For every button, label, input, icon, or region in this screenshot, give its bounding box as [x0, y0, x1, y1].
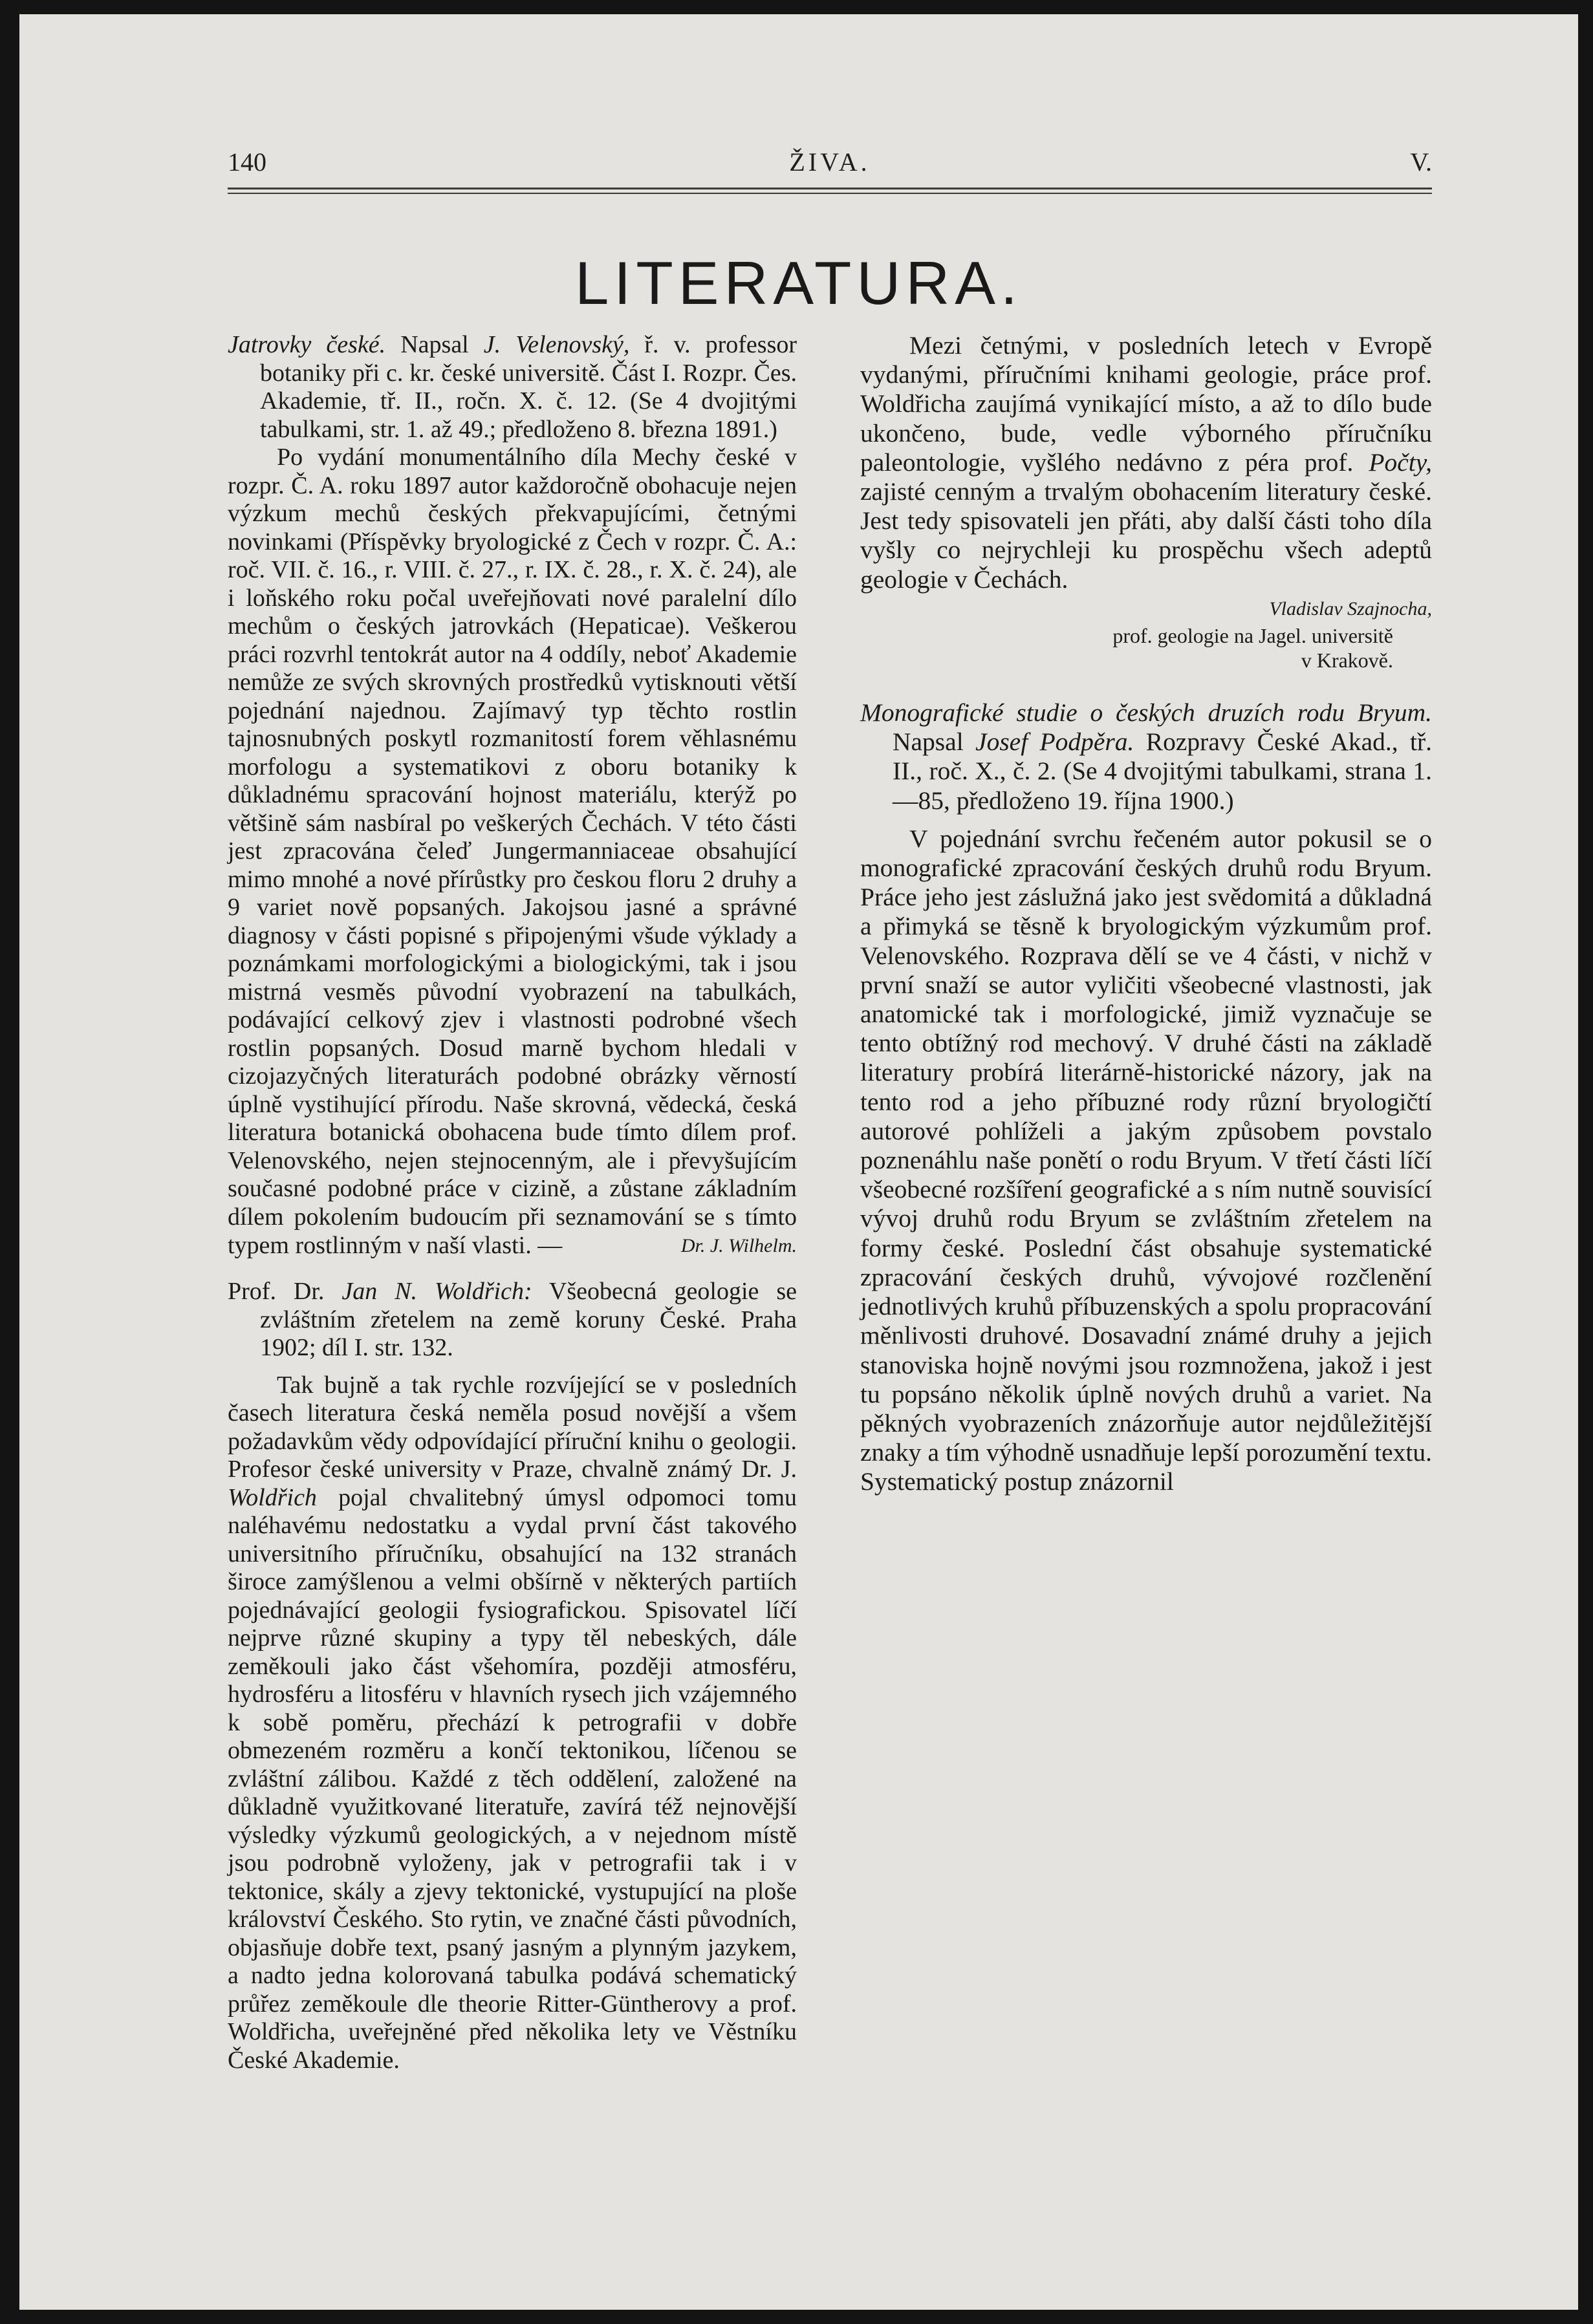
left-column: [228, 331, 797, 2074]
reviewer-affiliation: prof. geologie na Jagel. universitě: [1112, 624, 1393, 648]
review-body: Mezi četnými, v posledních letech v Evropě vydanými, příručními knihami geologie, práce prof. Woldřicha zaujímá vynikající místo, a až to dílo bude ukončeno, bude, vedle výborného příručníku paleontologie, vyšlého nedávno z péra prof. Počty, zajisté cenným a trvalým obohacením literatury české. Jest tedy spisovateli jen přáti, aby další části toho díla vyšly co nejrychleji ku prospěchu všech adeptů geologie v Čechách.: [860, 331, 1432, 594]
journal-page: [19, 14, 1578, 2310]
reviewer-signature: Dr. J. Wilhelm.: [680, 1234, 797, 1256]
author-name: J. Velenovský,: [483, 331, 630, 358]
author-name: Jan N. Woldřich:: [341, 1278, 532, 1306]
page-number: 140: [228, 147, 266, 177]
review-body: Po vydání monumentálního díla Mechy české v rozpr. Č. A. roku 1897 autor každoročně obohacuje nejen výzkum mechů českých překvapujícími, četnými novinkami (Příspěvky bryologické z Čech v rozpr. Č. A.: roč. VII. č. 16., r. VIII. č. 27., r. IX. č. 28., r. X. č. 24), ale i loňského roku počal uveřejňovati nové paralelní dílo mechům o českých jatrovkách (Hepaticae). Veškerou práci rozvrhl tentokrát autor na 4 oddíly, neboť Akademie nemůže ze svých skrovných prostředků vytisknouti větší pojednání najednou. Zajímavý typ těchto rostlin tajnosnubných poskytl rozmanitostí forem věhlasnému morfologu a systematikovi z oboru botaniky k důkladnému spracování hojnost materiálu, kterýž po většině sám nasbíral po veškerých Čechách. V této části jest zpracována čeleď Jungermanniaceae obsahující mimo mnohé a nové přírůstky pro českou floru 2 druhy a 9 variet nově popsaných. Jakojsou jasné a správné diagnosy v části popisné s připojenými všude výklady a poznámkami morfologickými a biologickými, tak i jsou mistrná vesměs původní vyobrazení na tabulkách, podávající celkový zjev i vlastnosti podrobné všech rostlin popsaných. Dosud marně bychom hledali v cizojazyčných literaturách podobné obrázky věrností úplně vystihující přírodu. Naše skrovná, vědecká, česká literatura botanická obohacena bude tímto dílem prof. Velenovského, nejen stejnocenným, ale i převyšujícím současné podobné práce v cizině, a zůstane základním dílem pokolením budoucím při seznamování se s tímto typem rostlinným v naší vlasti. — Dr. J. Wilhelm.: [228, 444, 797, 1259]
review-citation: Jatrovky české. Napsal J. Velenovský, ř. v. professor botaniky při c. kr. české universitě. Část I. Rozpr. Čes. Akademie, tř. II., ročn. X. č. 12. (Se 4 dvojitými tabulkami, str. 1. až 49.; předloženo 8. března 1891.): [228, 331, 797, 443]
running-header: [228, 147, 1432, 186]
journal-title: ŽIVA.: [789, 147, 871, 177]
volume-number: V.: [1410, 147, 1432, 177]
review-citation: Prof. Dr. Jan N. Woldřich: Všeobecná geologie se zvláštním zřetelem na země koruny České. Praha 1902; díl I. str. 132.: [228, 1278, 797, 1362]
right-column: [860, 331, 1432, 1497]
book-title: Monografické studie o českých druzích rodu Bryum.: [860, 698, 1432, 727]
review-body: Tak bujně a tak rychle rozvíjející se v posledních časech literatura česká neměla posud novější a všem požadavkům vědy odpovídající příruční knihu o geologii. Profesor české university v Praze, chvalně známý Dr. J. Woldřich pojal chvalitebný úmysl odpomoci tomu naléhavému nedostatku a vydal první část takového universitního příručníku, obsahující na 132 stranách široce zamýšlenou a velmi obšírně v některých partiích pojednávající geologii fysiografickou. Spisovatel líčí nejprve různé skupiny a typy těl nebeských, dále zeměkouli jako část všehomíra, později atmosféru, hydrosféru a litosféru v hlavních rysech jich vzájemného k sobě poměru, přechází k petrografii v dobře obmezeném rozměru a končí tektonikou, líčenou se zvláštní zálibou. Každé z těch oddělení, založené na důkladně využitkované literatuře, zavírá též nejnovější výsledky výzkumů geologických, a v nejednom místě jsou podrobně vyloženy, jak v petrografii tak i v tektonice, skály a zjevy tektonické, vystupující na ploše království Českého. Sto rytin, ve značné části původních, objasňuje dobře text, psaný jasným a plynným jazykem, a nadto jedna kolorovaná tabulka podává schematický průřez zeměkoule dle theorie Ritter-Güntherovy a prof. Woldřicha, uveřejněné před několika lety ve Věstníku České Akademie.: [228, 1371, 797, 2074]
review-body: V pojednání svrchu řečeném autor pokusil se o monografické zpracování českých druhů rodu Bryum. Práce jeho jest záslužná jako jest svědomitá a důkladná a přimyká se těsně k bryologickým výzkumům prof. Velenovského. Rozprava dělí se ve 4 části, v nichž v první snaží se autor vyličiti všeobecné vlastnosti, jak anatomické tak i morfologické, jimiž vyznačuje se tento obtížný rod mechový. V druhé části na základě literatury probírá literárně-historické názory, jak na tento rod a jeho příbuzné rody různí bryologičtí autorové pohlíželi a jakým způsobem povstalo poznenáhlu naše ponětí o rodu Bryum. V třetí části líčí všeobecné rozšíření geografické a s ním nutně souvisící vývoj druhů rodu Bryum se zvláštním zřetelem na formy české. Poslední část obsahuje systematické zpracování českých druhů, vývojové rozčlenění jednotlivých kruhů příbuzenských a spolu propracování měnlivosti druhové. Dosavadní známé druhy a jejich stanoviska hojně novými jsou rozmnožena, jakož i jest tu popsáno několik úplně nových druhů a variet. Na pěkných vyobrazeních znázorňuje autor nejdůležitější znaky a tím výhodně usnadňuje lepší porozumění textu. Systematický postup znázornil: [860, 824, 1432, 1496]
reviewer-affiliation: v Krakově.: [1301, 649, 1393, 672]
section-title: LITERATURA.: [574, 249, 1023, 317]
reviewer-signature: Vladislav Szajnocha,: [1269, 597, 1432, 619]
author-name: Josef Podpěra.: [975, 727, 1134, 757]
book-title: Jatrovky české.: [228, 331, 386, 358]
header-rule: [228, 188, 1432, 189]
header-rule-thin: [228, 193, 1432, 194]
review-citation: Monografické studie o českých druzích rodu Bryum. Napsal Josef Podpěra. Rozpravy České Akad., tř. II., roč. X., č. 2. (Se 4 dvojitými tabulkami, strana 1.—85, předloženo 19. října 1900.): [860, 698, 1433, 815]
